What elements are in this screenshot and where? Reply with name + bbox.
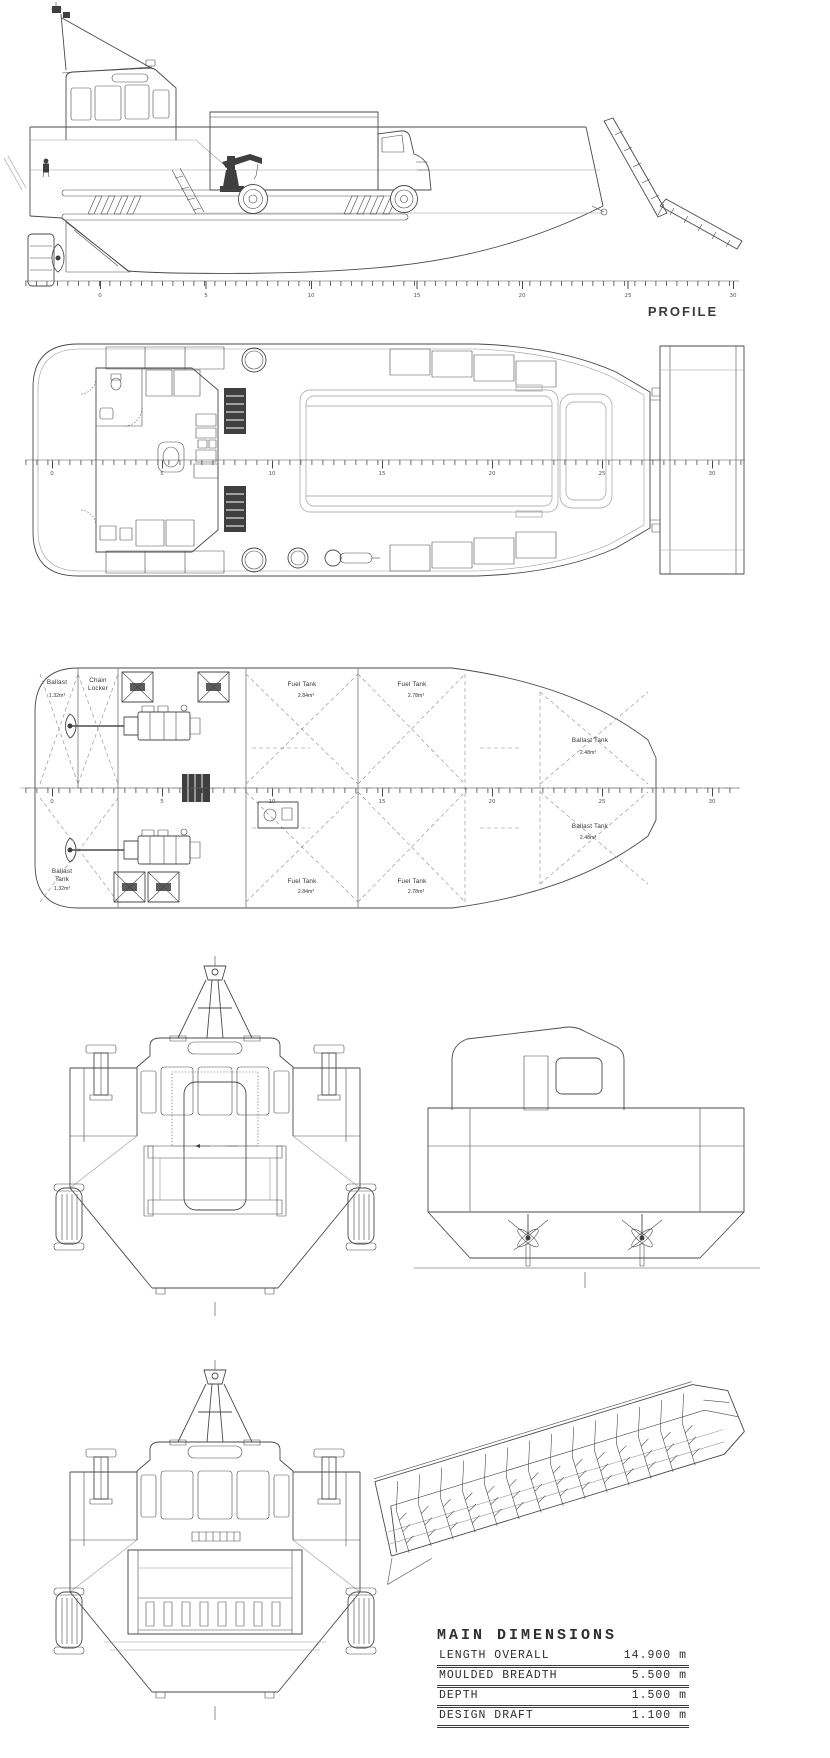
tank-label: Fuel Tank <box>397 681 427 688</box>
scale-label: 20 <box>518 293 526 299</box>
tank-label: Chain <box>89 677 107 684</box>
main-dimensions-table <box>437 1627 689 1728</box>
main-engines <box>66 705 299 864</box>
dimension-label: DESIGN DRAFT <box>439 1709 534 1722</box>
scale-label: 30 <box>729 293 737 299</box>
bow-door <box>172 1072 258 1210</box>
tank-label: Fuel Tank <box>287 681 317 688</box>
scale-label: 10 <box>268 471 276 477</box>
dimension-value: 14.900 m <box>623 1649 687 1662</box>
end-views-row <box>0 950 830 1350</box>
bow-view <box>54 956 376 1316</box>
stern-view <box>414 1027 760 1288</box>
scale-label: 20 <box>488 471 496 477</box>
dimension-row-design-draft <box>437 1708 689 1728</box>
tank-plan-scale-ruler <box>20 788 740 805</box>
dimension-value: 1.500 m <box>631 1689 687 1702</box>
profile-caption: PROFILE <box>647 304 719 319</box>
scale-label: 25 <box>598 471 606 477</box>
open-hold-front <box>104 1550 326 1650</box>
tank-volume: 2.84m³ <box>297 693 315 699</box>
tank-volume: 2.48m³ <box>579 750 597 756</box>
generator <box>258 802 298 828</box>
tank-label: Ballast Tank <box>571 737 609 744</box>
scale-label: 15 <box>378 799 386 805</box>
tank-volume: 2.84m³ <box>297 889 315 895</box>
dimension-label: DEPTH <box>439 1689 479 1702</box>
dimension-row-length-overall <box>437 1648 689 1668</box>
scale-label: 25 <box>624 293 632 299</box>
hull-profile <box>4 127 603 286</box>
crew-figure <box>43 159 49 177</box>
scale-label: 15 <box>378 471 386 477</box>
iso-structure-view <box>357 1371 757 1584</box>
profile-scale-ruler <box>25 281 739 299</box>
scale-label: 15 <box>413 293 421 299</box>
tank-volume: 1.32m³ <box>53 886 71 892</box>
tank-label: Locker <box>87 685 109 692</box>
scale-label: 10 <box>268 799 276 805</box>
deck-plan-view <box>0 330 830 590</box>
dimension-row-depth <box>437 1688 689 1708</box>
truck-plan <box>300 385 612 517</box>
scale-label: 5 <box>160 471 164 477</box>
tank-volume: 2.78m³ <box>407 889 425 895</box>
scale-label: 5 <box>160 799 164 805</box>
scale-label: 30 <box>708 471 716 477</box>
tank-volume: 2.78m³ <box>407 693 425 699</box>
helm-seat <box>158 442 184 472</box>
tank-label: Ballast <box>51 868 73 875</box>
wheelhouse-profile <box>62 60 176 140</box>
scale-label: 10 <box>307 293 315 299</box>
scale-label: 30 <box>708 799 716 805</box>
vent-strip <box>192 1532 240 1541</box>
tank-label: Ballast <box>46 679 68 686</box>
helm-console <box>194 414 218 478</box>
plan-scale-ruler <box>25 460 745 477</box>
tank-label: Ballast Tank <box>571 823 609 830</box>
scale-label: 0 <box>50 471 54 477</box>
tank-label: Fuel Tank <box>397 878 427 885</box>
deck-crane-plan <box>325 550 380 566</box>
dimension-value: 1.100 m <box>631 1709 687 1722</box>
tank-plan-view <box>0 640 830 940</box>
stern-drive <box>28 234 64 286</box>
profile-view <box>0 0 830 330</box>
scale-label: 0 <box>50 799 54 805</box>
bow-ramp-front <box>144 1146 286 1216</box>
dimension-row-moulded-breadth <box>437 1668 689 1688</box>
tank-label: Tank <box>54 876 70 883</box>
bow-ramp-profile <box>592 118 742 249</box>
main-dimensions-title: MAIN DIMENSIONS <box>437 1627 618 1644</box>
escape-hatches <box>114 672 229 902</box>
bow-view-2 <box>54 1360 376 1720</box>
dimension-label: MOULDED BREADTH <box>439 1669 558 1682</box>
mast <box>51 2 153 70</box>
scale-label: 5 <box>204 293 208 299</box>
dimension-label: LENGTH OVERALL <box>439 1649 550 1662</box>
tank-volume: 1.32m³ <box>48 693 66 699</box>
dimension-value: 5.500 m <box>631 1669 687 1682</box>
bottom-views-row <box>0 1350 830 1758</box>
tank-volume: 2.48m³ <box>579 835 597 841</box>
companionway-ladder <box>172 168 204 214</box>
tank-labels <box>47 677 609 895</box>
scale-label: 0 <box>98 293 102 299</box>
scale-label: 20 <box>488 799 496 805</box>
tank-label: Fuel Tank <box>287 878 317 885</box>
scale-label: 25 <box>598 799 606 805</box>
